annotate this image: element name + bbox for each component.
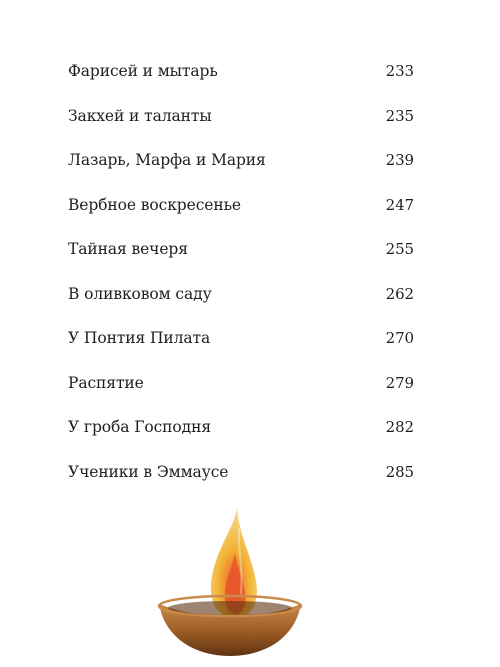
toc-entry-title: Закхей и таланты [68,106,212,125]
toc-entry-title: Лазарь, Марфа и Мария [68,151,266,169]
toc-entry[interactable] [68,62,414,107]
toc-entry-title: Ученики в Эммаусе [68,462,229,481]
table-of-contents [68,62,414,507]
toc-entry-page-number: 282 [385,418,414,436]
toc-entry-page-number: 247 [385,195,414,214]
toc-entry-page-number: 255 [385,240,414,258]
toc-entry[interactable] [68,418,414,463]
toc-entry-title: Фарисей и мытарь [68,62,218,80]
toc-entry[interactable] [68,240,414,285]
toc-entry-page-number: 239 [385,151,414,169]
lamp-oil-icon [168,601,292,615]
toc-entry-title: В оливковом саду [68,284,212,303]
toc-entry-page-number: 279 [385,373,414,392]
toc-entry[interactable] [68,374,414,419]
toc-entry[interactable] [68,196,414,241]
toc-entry-title: У Понтия Пилата [68,329,211,347]
toc-entry-title: Распятие [68,373,144,392]
toc-entry[interactable] [68,285,414,330]
toc-entry-page-number: 262 [385,284,414,303]
toc-entry[interactable] [68,151,414,196]
toc-entry-page-number: 270 [385,329,414,347]
toc-entry-title: Тайная вечеря [68,240,188,258]
toc-entry-title: У гроба Господня [68,418,211,436]
toc-entry[interactable] [68,329,414,374]
toc-entry-page-number: 233 [385,62,414,80]
toc-entry-page-number: 235 [385,106,414,125]
oil-lamp-illustration [155,498,305,667]
toc-entry-page-number: 285 [385,462,414,481]
toc-entry-title: Вербное воскресенье [68,195,241,214]
toc-entry[interactable] [68,107,414,152]
